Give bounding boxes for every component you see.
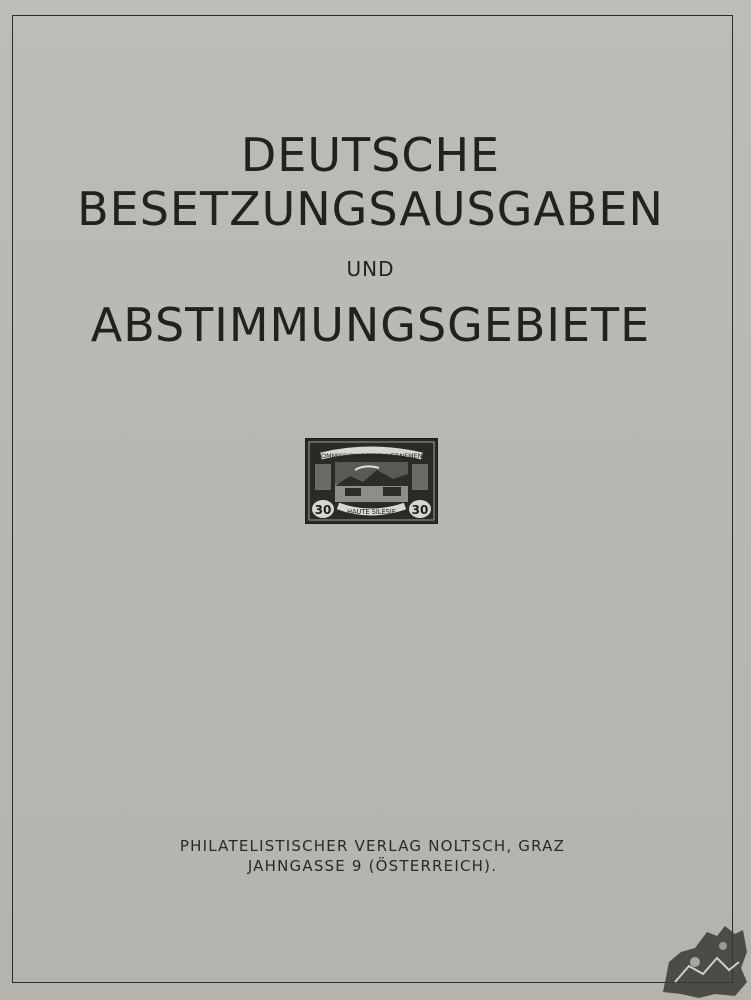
cover-title [0,128,741,352]
title-line-3: UND [346,257,395,281]
title-line-4: ABSTIMMUNGSGEBIETE [90,298,651,352]
stamp-bottom-text: HAUTE SILESIE [347,508,396,516]
publisher-imprint [0,836,745,876]
title-line-1: DEUTSCHE [240,128,501,182]
stamp-illustration [305,438,438,524]
stamp-top-text: COMMISSION DE GOUVERNEMENT [316,452,427,460]
stamp-value-left: 30 [314,503,332,517]
publisher-line-1: PHILATELISTISCHER VERLAG NOLTSCH, GRAZ [179,837,566,855]
title-line-2: BESETZUNGSAUSGABEN [77,182,664,236]
stamp-value-right: 30 [411,503,429,517]
corner-ink-mark [655,922,751,1000]
publisher-line-2: JAHNGASSE 9 (ÖSTERREICH). [247,857,498,875]
